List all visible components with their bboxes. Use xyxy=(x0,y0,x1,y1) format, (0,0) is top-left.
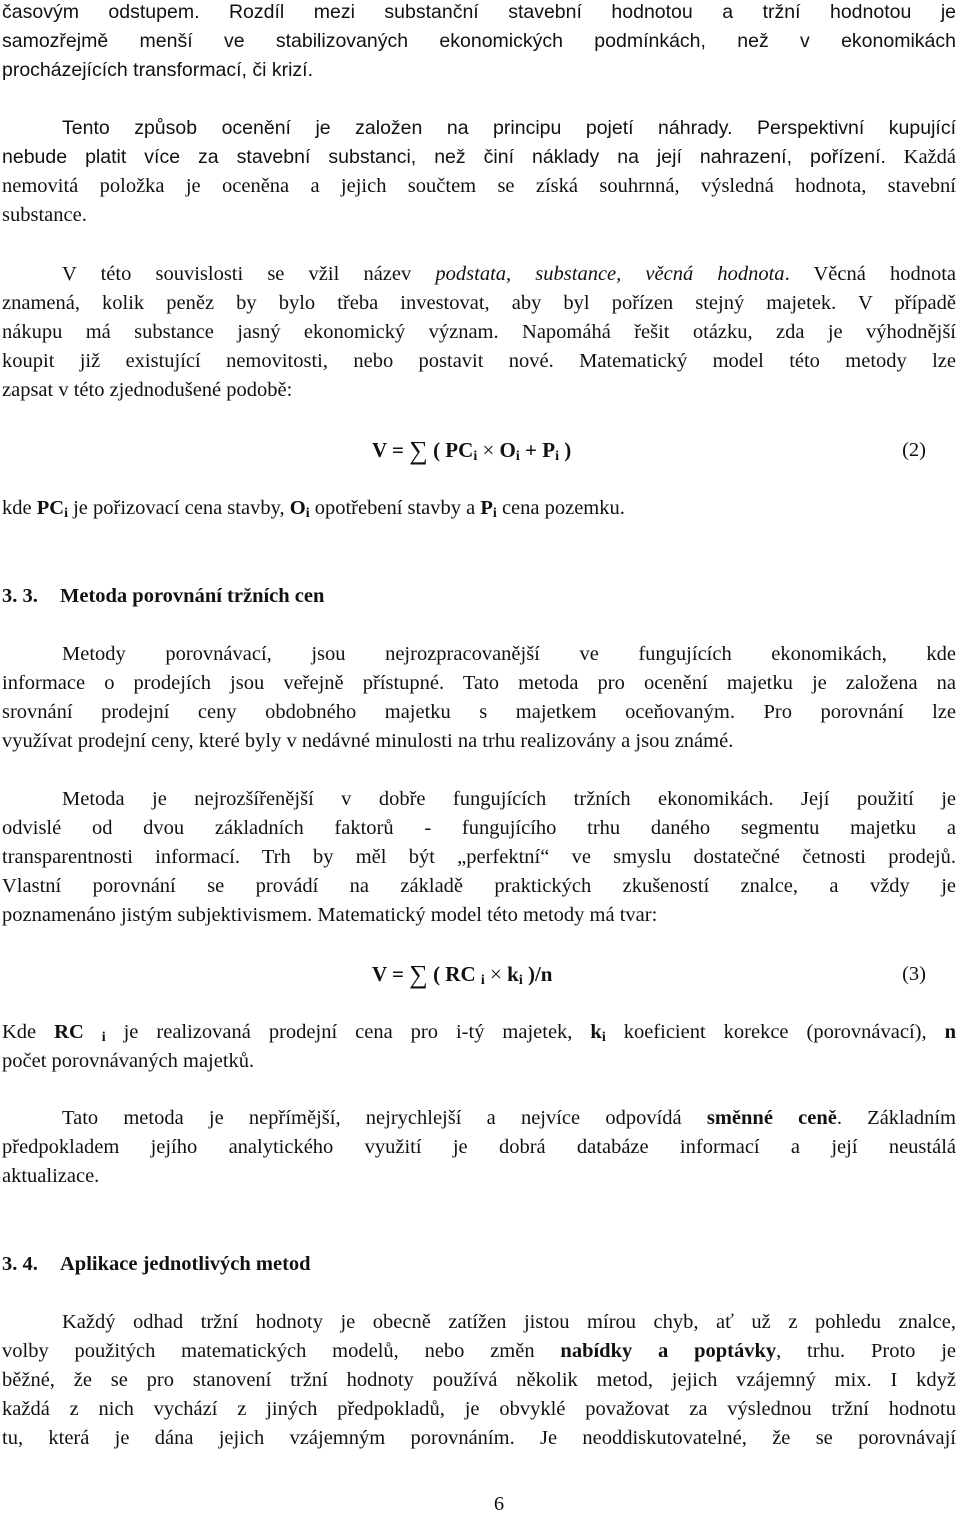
paragraph-replacement-principle xyxy=(2,114,956,230)
text-line xyxy=(2,1337,956,1366)
section-heading-3-3 xyxy=(2,582,324,611)
sigma-symbol: ∑ xyxy=(409,960,428,989)
text-line: nemovitá položka je oceněna a jejich součtem se získá souhrnná, výsledná hodnota, stavební xyxy=(2,175,956,197)
text-line: samozřejmě menší ve stabilizovaných ekonomických podmínkách, než v ekonomikách xyxy=(2,30,956,52)
text-line: využívat prodejní ceny, které byly v nedávné minulosti na trhu realizovány a jsou známé. xyxy=(2,730,734,752)
text-span: koeficient korekce (porovnávací), xyxy=(623,1021,927,1043)
text-line: Vlastní porovnání se provádí na základě praktických zkušeností znalce, a vždy je xyxy=(2,875,956,897)
formula-2 xyxy=(372,434,571,466)
text-line: počet porovnávaných majetků. xyxy=(2,1050,255,1072)
formula-lhs: V = xyxy=(372,962,405,986)
bold-term: směnné ceně xyxy=(706,1107,837,1129)
text-line xyxy=(2,260,956,289)
equation-number-3: (3) xyxy=(902,963,926,985)
text-line: předpokladem jejího analytického využití je dobrá databáze informací a její neustálá xyxy=(2,1136,956,1158)
subscript: i xyxy=(555,449,559,464)
text-span: V této souvislosti se vžil název xyxy=(62,263,412,285)
text-span: , trhu. Proto je xyxy=(776,1340,956,1362)
text-line: aktualizace. xyxy=(2,1165,100,1187)
subscript: i xyxy=(480,973,485,988)
formula-term: )/n xyxy=(527,962,553,986)
text-span: Tato metoda je nepřímější, nejrychlejší a nejvíce odpovídá xyxy=(62,1107,682,1129)
formula-term: ( RC xyxy=(433,962,476,986)
times-symbol: × xyxy=(482,438,495,462)
formula-2-legend xyxy=(2,494,956,523)
text-line: tu, která je dána jejich vzájemným porovnáním. Je neoddiskutovatelné, že se porovnávají xyxy=(2,1427,956,1449)
subscript: i xyxy=(305,506,310,521)
text-line: srovnání prodejní ceny obdobného majetku s majetkem oceňovaným. Pro porovnání lze xyxy=(2,701,956,723)
text-line: časovým odstupem. Rozdíl mezi substanční stavební hodnotou a tržní hodnotou je xyxy=(2,1,956,23)
sigma-symbol: ∑ xyxy=(409,436,428,465)
text-line: substance. xyxy=(2,204,87,226)
text-span: volby použitých matematických modelů, nebo změn xyxy=(2,1340,535,1362)
text-line: každá z nich vychází z jiných předpokladů, je obvyklé považovat za výslednou tržní hodnotu xyxy=(2,1398,956,1420)
text-span: je realizovaná prodejní cena pro i-tý majetek, xyxy=(123,1021,573,1043)
text-span: . Věcná hodnota xyxy=(784,263,957,285)
text-line: procházejících transformací, či krizí. xyxy=(2,59,314,81)
symbol-o: O xyxy=(289,497,306,519)
symbol-pc: PC xyxy=(36,497,65,519)
text-span: . Základním xyxy=(836,1107,956,1129)
subscript: i xyxy=(492,506,497,521)
subscript: i xyxy=(473,449,478,464)
symbol-k: k xyxy=(590,1021,602,1043)
paragraph-method-application xyxy=(2,1308,956,1453)
text-line: Metoda je nejrozšířenější v dobře fungujících tržních ekonomikách. Její použití je xyxy=(62,788,956,810)
subscript: i xyxy=(601,1030,606,1045)
text-line: Tento způsob ocenění je založen na principu pojetí náhrady. Perspektivní kupující xyxy=(62,117,956,139)
text-line: běžné, že se pro stanovení tržní hodnoty používá několik metod, jejich vzájemný mix. I když xyxy=(2,1369,956,1391)
formula-term: + P xyxy=(525,438,556,462)
text-span: opotřebení stavby a xyxy=(314,497,476,519)
formula-term: O xyxy=(499,438,516,462)
equation-number-2: (2) xyxy=(902,439,926,461)
text-line: koupit již existující nemovitosti, nebo postavit nové. Matematický model této metody lze xyxy=(2,350,956,372)
text-span: cena pozemku. xyxy=(501,497,625,519)
symbol-n: n xyxy=(944,1021,956,1043)
text-span: kde xyxy=(2,497,32,519)
text-span: nebude platit více za stavební substanci, než činí náklady na její nahrazení, pořízení. xyxy=(2,146,886,168)
subscript: i xyxy=(64,506,68,521)
section-number: 3. 4. xyxy=(2,1253,38,1275)
subscript: i xyxy=(101,1030,106,1045)
text-line: transparentnosti informací. Trh by měl být „perfektní“ ve smyslu dostatečné četnosti prodejů. xyxy=(2,846,956,868)
section-title: Metoda porovnání tržních cen xyxy=(60,585,325,607)
paragraph-substance-value xyxy=(2,260,956,405)
text-line: poznamenáno jistým subjektivismem. Matematický model této metody má tvar: xyxy=(2,904,658,926)
text-span: Každá xyxy=(903,146,956,168)
section-number: 3. 3. xyxy=(2,585,38,607)
paragraph-market-price xyxy=(2,1104,956,1191)
text-line: zapsat v této zjednodušené podobě: xyxy=(2,379,293,401)
text-span: Kde xyxy=(2,1021,37,1043)
subscript: i xyxy=(515,449,520,464)
formula-3-legend xyxy=(2,1018,956,1076)
paragraph-comparison-methods xyxy=(2,640,956,756)
text-line: informace o prodejích jsou veřejně přístupné. Tato metoda pro ocenění majetku je založena na xyxy=(2,672,956,694)
text-line xyxy=(2,1104,956,1133)
text-line: znamená, kolik peněz by bylo třeba investovat, aby byl pořízen stejný majetek. V případě xyxy=(2,292,956,314)
formula-term: k xyxy=(507,962,519,986)
section-heading-3-4 xyxy=(2,1250,311,1279)
page-number: 6 xyxy=(493,1493,505,1515)
times-symbol: × xyxy=(490,962,502,986)
text-line: Metody porovnávací, jsou nejrozpracovanější ve fungujících ekonomikách, kde xyxy=(62,643,956,665)
symbol-p: P xyxy=(480,497,493,519)
formula-term: ) xyxy=(564,438,572,462)
bold-term: nabídky a poptávky xyxy=(560,1340,777,1362)
text-line xyxy=(2,143,956,172)
paragraph-method-usage xyxy=(2,785,956,930)
text-span: je pořizovací cena stavby, xyxy=(73,497,285,519)
text-line: Každý odhad tržní hodnoty je obecně zatížen jistou mírou chyb, ať už z pohledu znalce, xyxy=(62,1311,956,1333)
formula-3 xyxy=(372,958,552,990)
symbol-rc: RC xyxy=(54,1021,84,1043)
formula-lhs: V = xyxy=(372,438,405,462)
text-line: odvislé od dvou základních faktorů - fungujícího trhu daného segmentu majetku a xyxy=(2,817,956,839)
italic-term: podstata, substance, věcná hodnota xyxy=(435,263,785,285)
text-line xyxy=(2,494,956,523)
paragraph-substance-intro xyxy=(2,0,956,85)
subscript: i xyxy=(518,973,523,988)
formula-term: ( PC xyxy=(433,438,474,462)
section-title: Aplikace jednotlivých metod xyxy=(60,1253,311,1275)
text-line xyxy=(2,1018,956,1047)
text-line: nákupu má substance jasný ekonomický význam. Napomáhá řešit otázku, zda je výhodnější xyxy=(2,321,956,343)
